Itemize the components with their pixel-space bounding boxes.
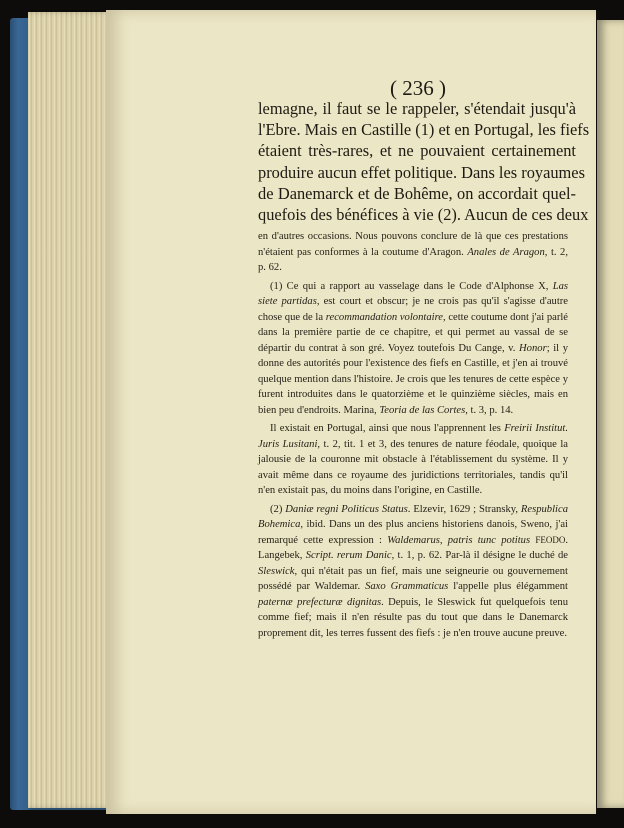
- footnote-2: (2) Daniæ regni Politicus Status. Elzevir, 1629 ; Stransky, Respublica Bohemica, ibid. Dans un des plus anciens historiens danois, Sweno, j'ai remarqué cette expression : Waldemarus, patris tunc potitus FEODO. Langebek, Script. rerum Danic, t. 1, p. 62. Par-là il désigne le duché de Sleswick, qui n'était pas un fief, mais une seigneurie ou gouvernement possédé par Waldemar. Saxo Grammaticus l'appelle plus élégamment paternæ prefecturæ dignitas. Depuis, le Sleswick fut quelquefois tenu comme fief; mais il n'en résulte pas du tout que dans le Danemarck proprement dit, les terres fussent des fiefs : je n'en trouve aucune preuve.: [258, 503, 569, 639]
- page-edges: [28, 12, 114, 808]
- facing-page-edge: [597, 20, 624, 808]
- page-number: ( 236 ): [390, 76, 446, 100]
- main-line: étaient très-rares, et ne pouvaient certainement: [258, 141, 576, 161]
- main-line: de Danemarck et de Bohême, on accordait quel-: [258, 183, 576, 203]
- footnotes: [258, 229, 568, 644]
- footnote-continuation: en d'autres occasions. Nous pouvons conclure de là que ces prestations n'étaient pas conformes à la coutume d'Aragon. Anales de Aragon, t. 2, p. 62.: [258, 231, 568, 273]
- main-text: [258, 98, 590, 225]
- main-line: produire aucun effet politique. Dans les royaumes: [258, 162, 585, 182]
- footnote-1: (1) Ce qui a rapport au vasselage dans le Code d'Alphonse X, Las siete partidas, est court et obscur; je ne crois pas qu'il s'agisse d'autre chose que de la recommandation volontaire, cette coutume dont j'ai parlé dans la première partie de ce chapitre, et qui permet au vassal de se départir du contrat à son gré. Voyez toutefois Du Cange, v. Honor; il y donne des autorités pour l'existence des fiefs en Castille, et j'en ai trouvé quelque mention dans l'histoire. Je crois que les tenures de cette espèce y furent introduites dans le quatorzième et le quinzième siècles, mais en bien peu d'endroits. Marina, Teoria de las Cortes, t. 3, p. 14.: [258, 280, 569, 416]
- main-line: quefois des bénéfices à vie (2). Aucun de ces deux: [258, 205, 589, 225]
- footnote-1-continued: Il existait en Portugal, ainsi que nous l'apprennent les Freirii Institut. Juris Lusitani, t. 2, tit. 1 et 3, des tenures de nature féodale, quoique la jalousie de la couronne mit obstacle à l'établissement du système. Il y avait même dans ce royaume des juridictions territoriales, tandis qu'il n'en existait pas, du moins dans l'origine, en Castille.: [258, 423, 568, 496]
- main-line: lemagne, il faut se le rappeler, s'étendait jusqu'à: [258, 99, 576, 118]
- main-line: l'Ebre. Mais en Castille (1) et en Portugal, les fiefs: [258, 120, 590, 140]
